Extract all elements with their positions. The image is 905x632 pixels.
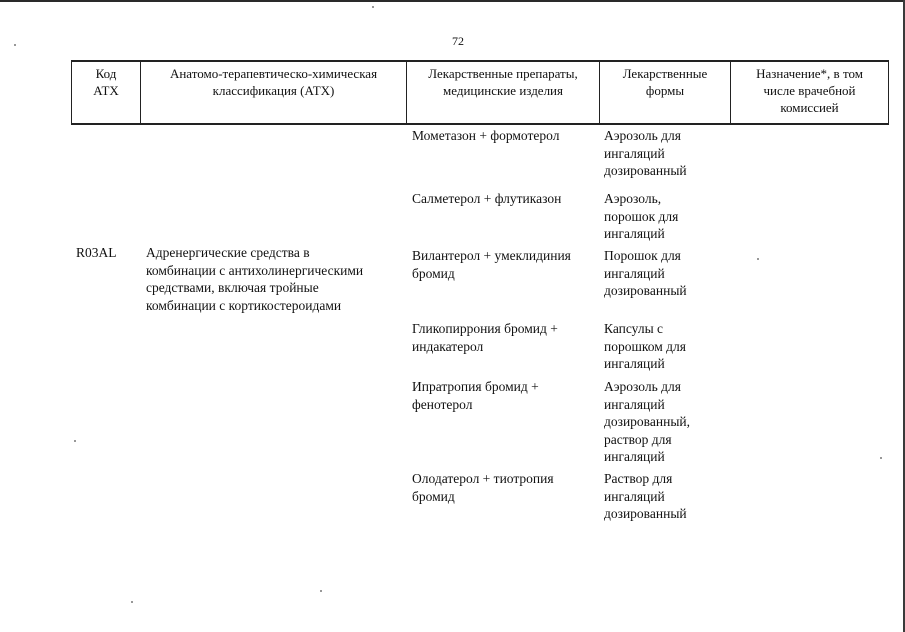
header-drugs-label: Лекарственные препараты, медицинские изделия: [428, 66, 578, 98]
dosage-form-cell: Раствор для ингаляций дозированный: [604, 471, 687, 521]
drug-name-cell: Олодатерол + тиотропия бромид: [412, 471, 554, 504]
header-dosage-forms: [600, 62, 731, 123]
atc-code-cell: R03AL: [76, 245, 117, 260]
drug-name-cell: Салметерол + флутиказон: [412, 191, 562, 206]
dosage-form-cell: Аэрозоль для ингаляций дозированный, раствор для ингаляций: [604, 379, 690, 464]
atc-description-cell: Адренергические средства в комбинации с антихолинергическими средствами, включая тройные комбинации с кортикостероидами: [146, 245, 364, 313]
drug-name-cell: Ипратропия бромид + фенотерол: [412, 379, 539, 412]
header-atc-code: [72, 62, 141, 123]
scan-speck: [757, 258, 759, 260]
table-header: [71, 60, 889, 125]
drug-name-cell: Мометазон + формотерол: [412, 128, 560, 143]
dosage-form-cell: Порошок для ингаляций дозированный: [604, 248, 687, 298]
dosage-form-cell: Аэрозоль, порошок для ингаляций: [604, 191, 679, 241]
scan-speck: [74, 440, 76, 442]
header-prescription: [731, 62, 888, 123]
header-atc-classification: [141, 62, 407, 123]
scan-speck: [320, 590, 322, 592]
scan-speck: [880, 457, 882, 459]
scan-border-top: [0, 0, 905, 2]
header-drugs: [407, 62, 600, 123]
dosage-form-cell: Капсулы с порошком для ингаляций: [604, 321, 686, 371]
header-prescription-label: Назначение*, в том числе врачебной комиссией: [756, 66, 863, 115]
dosage-form-cell: Аэрозоль для ингаляций дозированный: [604, 128, 687, 178]
scan-speck: [131, 601, 133, 603]
drug-name-cell: Гликопиррония бромид + индакатерол: [412, 321, 558, 354]
header-atc-code-label: Код АТХ: [93, 66, 119, 98]
page-number: 72: [452, 34, 464, 48]
header-dosage-forms-label: Лекарственные формы: [622, 66, 708, 98]
header-atc-classification-label: Анатомо-терапевтическо-химическая классификация (АТХ): [169, 66, 378, 98]
drug-name-cell: Вилантерол + умеклидиния бромид: [412, 248, 571, 281]
scan-speck: [372, 6, 374, 8]
scan-speck: [14, 44, 16, 46]
